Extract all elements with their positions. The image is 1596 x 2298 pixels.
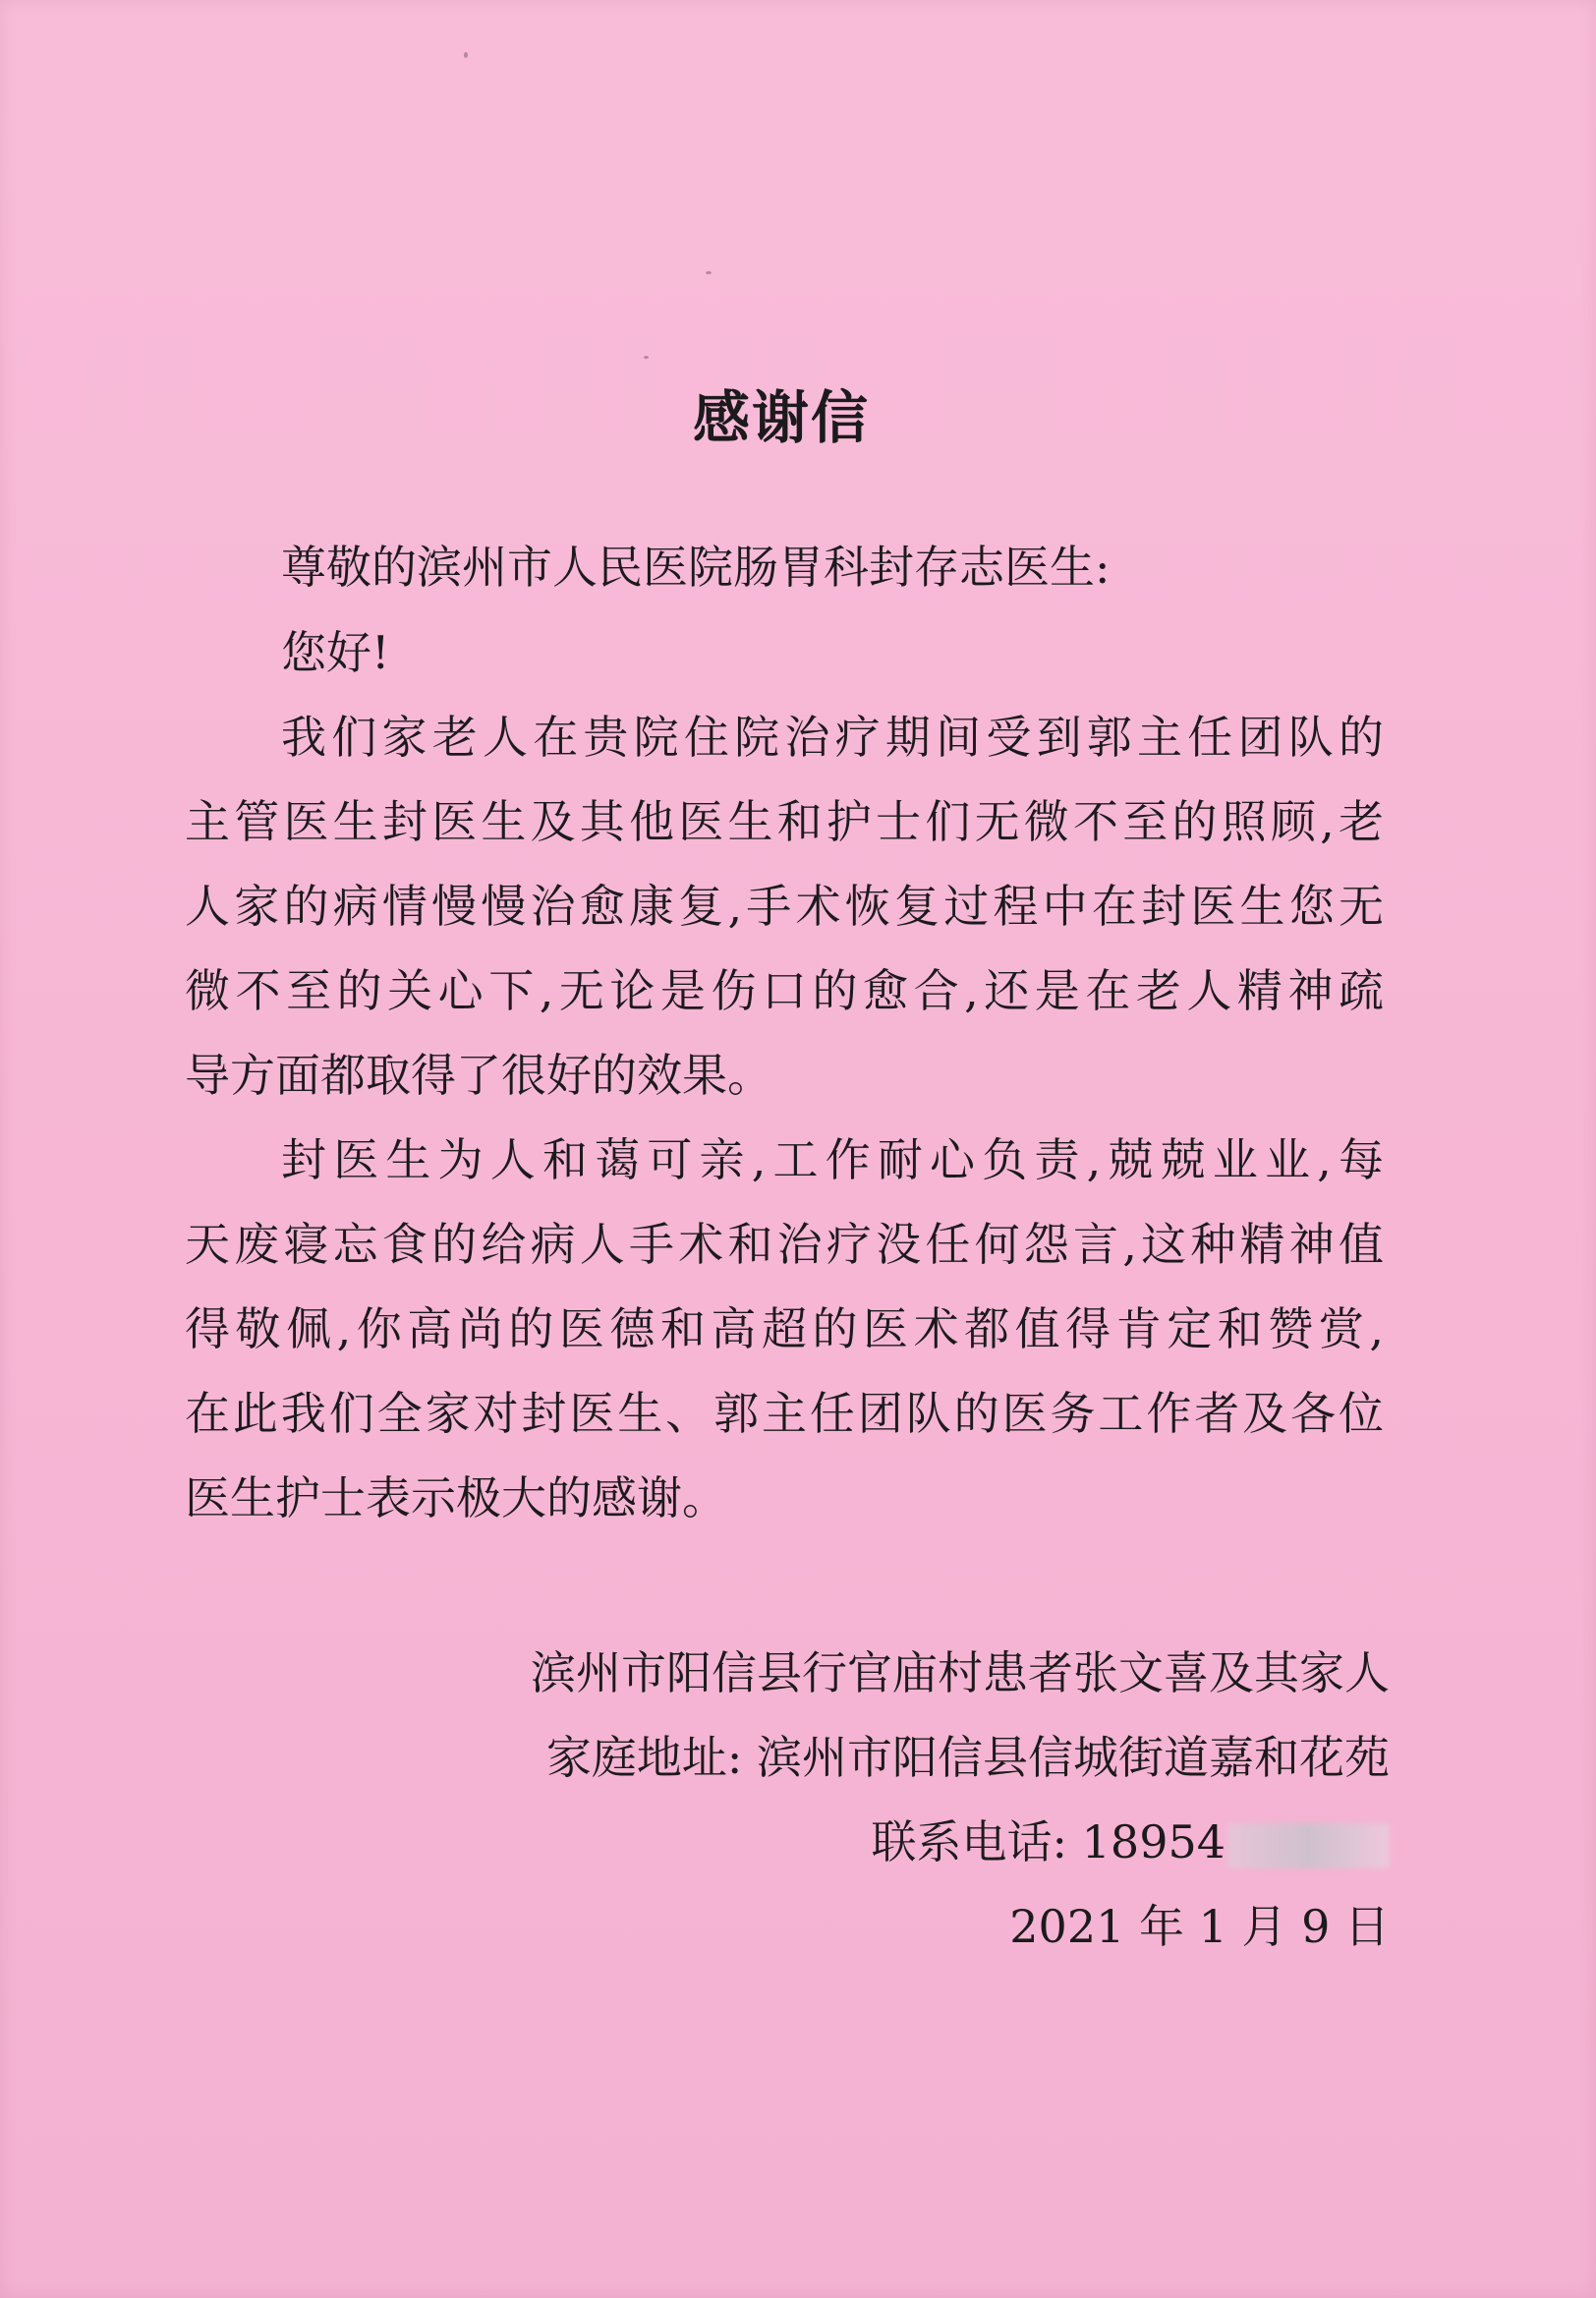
paragraph1-line: 我们家老人在贵院住院治疗期间受到郭主任团队的 bbox=[281, 711, 1384, 764]
signature-date: 2021 年 1 月 9 日 bbox=[1009, 1900, 1390, 1953]
paragraph2-line: 封医生为人和蔼可亲,工作耐心负责,兢兢业业,每 bbox=[281, 1133, 1384, 1186]
paragraph2-line: 在此我们全家对封医生、郭主任团队的医务工作者及各位 bbox=[185, 1387, 1384, 1440]
paragraph1-line: 主管医生封医生及其他医生和护士们无微不至的照顾,老 bbox=[185, 795, 1384, 848]
greeting: 您好! bbox=[281, 626, 390, 679]
phone-number: 18954 bbox=[1081, 1815, 1226, 1868]
signature-phone bbox=[872, 1812, 1390, 1871]
paper-speck bbox=[644, 356, 649, 359]
phone-label: 联系电话: bbox=[871, 1815, 1082, 1868]
paper-speck bbox=[464, 52, 468, 58]
phone-redaction-blur bbox=[1227, 1823, 1390, 1868]
paragraph2-line: 天废寝忘食的给病人手术和治疗没任何怨言,这种精神值 bbox=[185, 1218, 1384, 1271]
paragraph2-line: 医生护士表示极大的感谢。 bbox=[185, 1471, 727, 1524]
paragraph2-line: 得敬佩,你高尚的医德和高超的医术都值得肯定和赞赏, bbox=[185, 1302, 1384, 1355]
signature-address: 家庭地址: 滨州市阳信县信城街道嘉和花苑 bbox=[545, 1731, 1390, 1784]
paragraph1-line: 微不至的关心下,无论是伤口的愈合,还是在老人精神疏 bbox=[185, 964, 1384, 1017]
paper-speck bbox=[706, 271, 712, 274]
letter-title: 感谢信 bbox=[692, 384, 870, 451]
paragraph1-line: 导方面都取得了很好的效果。 bbox=[185, 1049, 772, 1102]
paragraph1-line: 人家的病情慢慢治愈康复,手术恢复过程中在封医生您无 bbox=[185, 880, 1384, 933]
signature-sender: 滨州市阳信县行官庙村患者张文喜及其家人 bbox=[531, 1646, 1390, 1699]
salutation: 尊敬的滨州市人民医院肠胃科封存志医生: bbox=[281, 541, 1111, 594]
